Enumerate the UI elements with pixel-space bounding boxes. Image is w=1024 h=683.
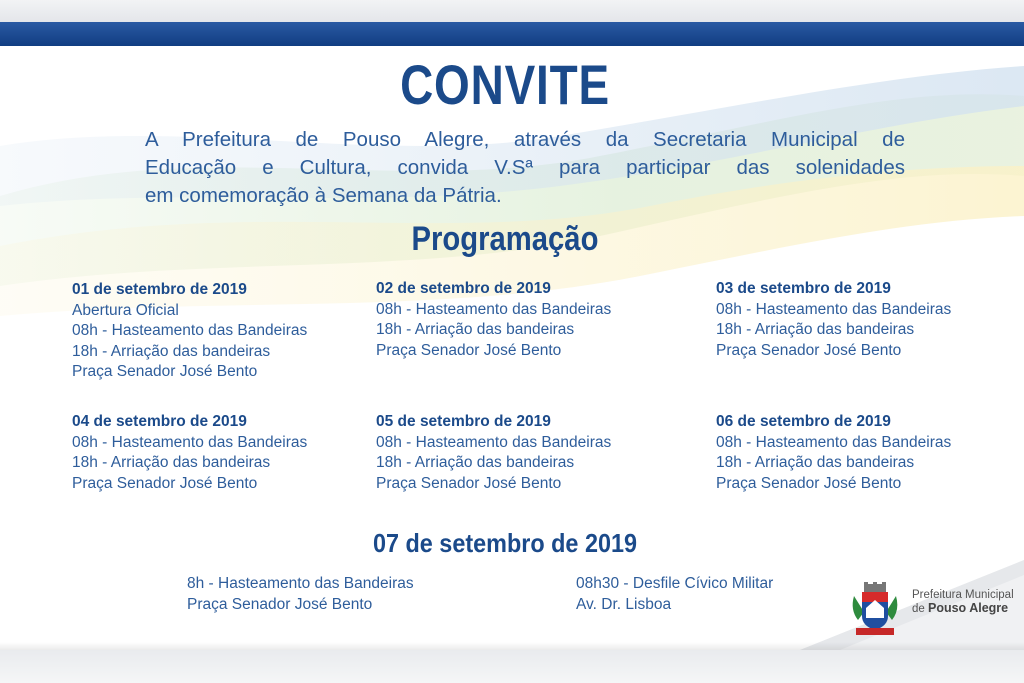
logo-line-2: [912, 602, 1014, 616]
day-line: 18h - Arriação das bandeiras: [376, 321, 575, 339]
day-line: Praça Senador José Bento: [72, 474, 258, 492]
schedule-day-2: [376, 279, 656, 361]
invitation-title: CONVITE: [400, 53, 610, 116]
outer-top-background: [0, 0, 1024, 22]
day-line: 08h - Hasteamento das Bandeiras: [72, 322, 308, 340]
card-bottom-shadow: [0, 642, 1024, 650]
intro-line: em comemoração à Semana da Pátria.: [145, 184, 502, 207]
logo-line-1: Prefeitura Municipal: [912, 589, 1014, 601]
programacao-heading: Programação: [411, 220, 599, 258]
day-date: 04 de setembro de 2019: [72, 413, 247, 430]
day-line: Praça Senador José Bento: [72, 363, 258, 381]
day-line: Praça Senador José Bento: [716, 474, 902, 492]
schedule-day-5: [376, 412, 656, 494]
city-coat-of-arms-icon: [850, 582, 900, 638]
final-day-line: Av. Dr. Lisboa: [576, 596, 672, 613]
day-date: 02 de setembro de 2019: [376, 280, 551, 297]
intro-text: [145, 126, 905, 210]
day-line: 18h - Arriação das bandeiras: [72, 454, 271, 472]
schedule-day-1: [72, 280, 352, 383]
schedule-day-3: [716, 279, 996, 361]
logo-city-name: Pouso Alegre: [928, 601, 1009, 615]
outer-bottom-background: [0, 650, 1024, 683]
day-line: 08h - Hasteamento das Bandeiras: [376, 433, 612, 451]
final-day-line: 08h30 - Desfile Cívico Militar: [576, 575, 774, 592]
day-line: 08h - Hasteamento das Bandeiras: [72, 433, 308, 451]
final-day-left: [187, 573, 414, 615]
day-date: 05 de setembro de 2019: [376, 413, 551, 430]
day-line: 08h - Hasteamento das Bandeiras: [376, 300, 612, 318]
day-date: 03 de setembro de 2019: [716, 280, 891, 297]
day-date: 06 de setembro de 2019: [716, 413, 891, 430]
day-line: Praça Senador José Bento: [716, 341, 902, 359]
day-line: 18h - Arriação das bandeiras: [376, 454, 575, 472]
day-date: 01 de setembro de 2019: [72, 281, 247, 298]
day-line: 08h - Hasteamento das Bandeiras: [716, 433, 952, 451]
day-line: 08h - Hasteamento das Bandeiras: [716, 300, 952, 318]
final-day-line: Praça Senador José Bento: [187, 596, 373, 613]
final-day-right: [576, 573, 773, 615]
day-line: Praça Senador José Bento: [376, 341, 562, 359]
day-line: 18h - Arriação das bandeiras: [716, 321, 915, 339]
schedule-day-4: [72, 412, 352, 494]
intro-line: A Prefeitura de Pouso Alegre, através da Secretaria Municipal de: [145, 128, 905, 151]
final-day-date: 07 de setembro de 2019: [372, 528, 638, 558]
city-hall-logo-text: [912, 589, 1014, 616]
intro-line: Educação e Cultura, convida V.Sª para participar das solenidades: [145, 156, 905, 179]
logo-prefix: de: [912, 603, 925, 615]
day-line: Praça Senador José Bento: [376, 474, 562, 492]
final-day-line: 8h - Hasteamento das Bandeiras: [187, 575, 414, 592]
top-blue-bar: [0, 22, 1024, 46]
schedule-day-6: [716, 412, 996, 494]
day-line: 18h - Arriação das bandeiras: [72, 342, 271, 360]
day-line: Abertura Oficial: [72, 301, 179, 319]
day-line: 18h - Arriação das bandeiras: [716, 454, 915, 472]
